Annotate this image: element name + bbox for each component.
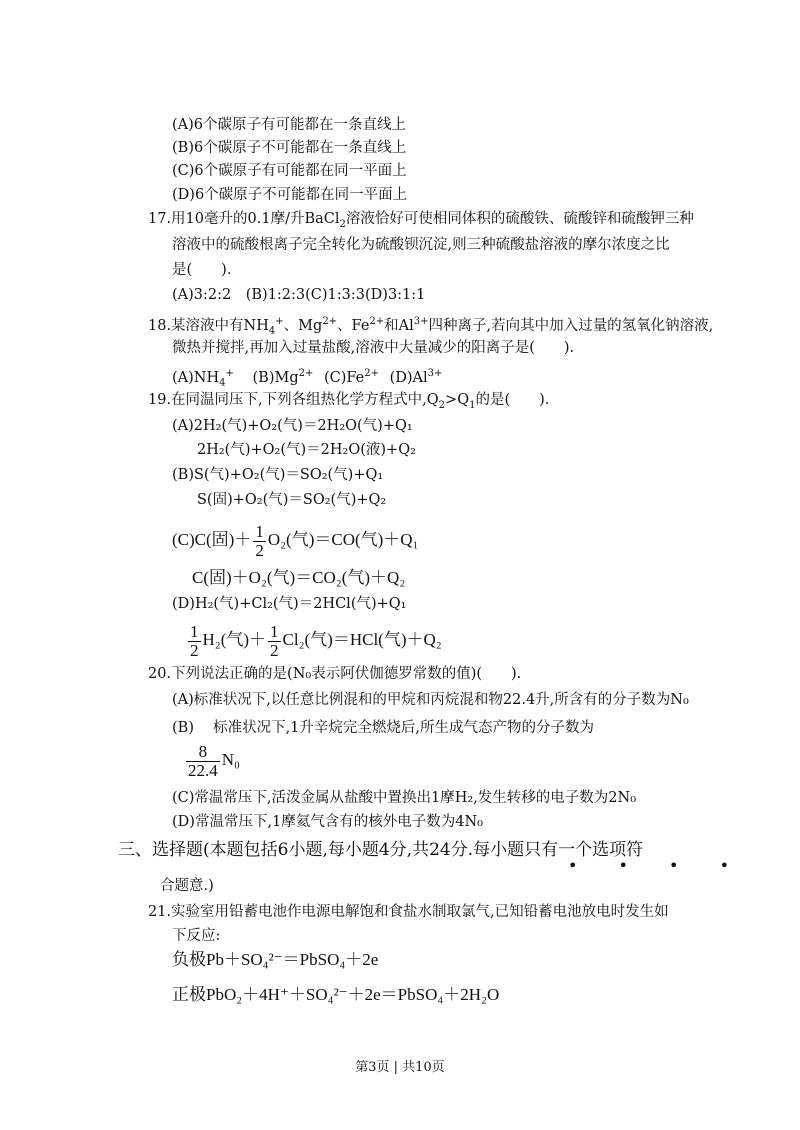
q20-option-c: (C)常温常压下,活泼金属从盐酸中置换出1摩H₂,发生转移的电子数为2N₀ [172, 790, 637, 806]
q18-options: $(A)NH_4^+$ $(B)Mg^{2+}$ $(C)Fe^{2+}$ $(D)Al^{3+}$ [172, 368, 443, 389]
q19-option-b-eq1: (B)S(气)+O₂(气)＝SO₂(气)+Q₁ [172, 467, 384, 483]
q16-option-b: (B)6个碳原子不可能都在一条直线上 [172, 140, 407, 156]
page-footer: 第3页 | 共10页 [355, 1060, 445, 1075]
q20-stem: 20.下列说法正确的是(N₀表示阿伏伽德罗常数的值)( ). [148, 666, 522, 682]
q18-stem-line1: 18.某溶液中有$NH_4^+$、$Mg^{2+}$、$Fe^{2+}$和$Al^{3+}$四种离子,若向其中加入过量的氢氧化钠溶液, [148, 316, 714, 337]
q17-options: (A)3:2:2 (B)1:2:3(C)1:3:3(D)3:1:1 [172, 287, 426, 303]
q21-positive-electrode: 正极PbO₂＋4H⁺＋SO₄²⁻＋2e＝PbSO₄＋2H₂O [172, 985, 500, 1004]
fraction-half: $\frac{1}{2}$ [255, 521, 264, 560]
section-3-title-cont: 合题意.) [160, 878, 214, 894]
q20-option-b-fraction: $\frac{8}{22.4}$ N₀ [188, 741, 240, 780]
q16-option-c: (C)6个碳原子有可能都在同一平面上 [172, 163, 407, 179]
q19-option-d-eq1: (D)H₂(气)+Cl₂(气)＝2HCl(气)+Q₁ [172, 596, 407, 612]
q21-stem-line2: 下反应: [172, 928, 221, 944]
q21-stem-line1: 21.实验室用铅蓄电池作电源电解饱和食盐水制取氯气,已知铅蓄电池放电时发生如 [148, 904, 669, 920]
fraction-half: $\frac{1}{2}$ [190, 621, 199, 660]
q17-stem-line3: 是( ). [172, 262, 232, 278]
q20-option-a: (A)标准状况下,以任意比例混和的甲烷和丙烷混和物22.4升,所含有的分子数为N₀ [172, 692, 689, 708]
q20-option-d: (D)常温常压下,1摩氦气含有的核外电子数为4N₀ [172, 814, 483, 830]
fraction-half: $\frac{1}{2}$ [270, 621, 279, 660]
q18-stem-line2: 微热并搅拌,再加入过量盐酸,溶液中大量减少的阳离子是( ). [172, 340, 575, 356]
q17-stem-line1: 17.用10毫升的0.1摩/升BaCl$_2$溶液恰好可使相同体积的硫酸铁、硫酸锌和硫酸钾三种 [148, 211, 694, 230]
q19-option-d-eq2: $\frac{1}{2}$ H₂(气)＋ $\frac{1}{2}$ Cl₂(气)＝HCl(气)＋Q₂ [190, 621, 442, 660]
q16-option-a: (A)6个碳原子有可能都在一条直线上 [172, 117, 407, 133]
q19-option-a-eq2: 2H₂(气)+O₂(气)＝2H₂O(液)+Q₂ [197, 442, 416, 458]
q17-stem-line2: 溶液中的硫酸根离子完全转化为硫酸钡沉淀,则三种硫酸盐溶液的摩尔浓度之比 [172, 237, 670, 253]
q16-option-d: (D)6个碳原子不可能都在同一平面上 [172, 187, 408, 203]
q20-option-b: (B) 标准状况下,1升辛烷完全燃烧后,所生成气态产物的分子数为 [172, 720, 595, 736]
q19-option-c-eq1: (C)C(固)＋ $\frac{1}{2}$ O₂(气)＝CO(气)＋Q₁ [172, 521, 419, 560]
q19-stem: 19.在同温同压下,下列各组热化学方程式中$,Q_2>Q_1$的是( ). [148, 392, 550, 411]
emphasis-dots: • • • • [568, 856, 748, 875]
q21-negative-electrode: 负极Pb＋SO₄²⁻＝PbSO₄＋2e [172, 950, 379, 969]
section-3-title: 三、选择题(本题包括6小题,每小题4分,共24分.每小题只有一个选项符 [118, 840, 644, 860]
q19-option-b-eq2: S(固)+O₂(气)＝SO₂(气)+Q₂ [197, 492, 387, 508]
q19-option-c-eq2: C(固)＋O₂(气)＝CO₂(气)＋Q₂ [192, 568, 406, 587]
q19-option-a-eq1: (A)2H₂(气)+O₂(气)＝2H₂O(气)+Q₁ [172, 418, 413, 434]
fraction-8-over-22.4: $\frac{8}{22.4}$ [188, 741, 218, 780]
